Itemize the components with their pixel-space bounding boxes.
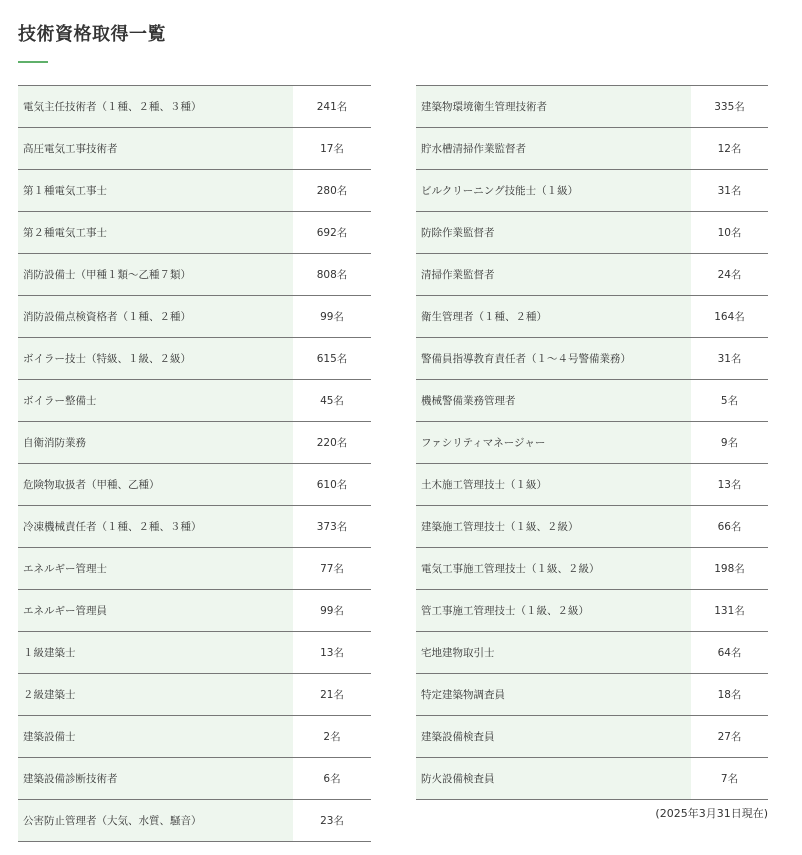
table-row <box>18 128 371 170</box>
holder-count: 24名 <box>691 254 768 296</box>
qualification-name: 第１種電気工事士 <box>18 170 293 212</box>
table-row <box>416 674 768 716</box>
table-row <box>18 548 371 590</box>
qualification-name: 機械警備業務管理者 <box>416 380 691 422</box>
table-row <box>416 422 768 464</box>
table-row <box>416 296 768 338</box>
qualification-name: 管工事施工管理技士（１級、２級） <box>416 590 691 632</box>
table-row <box>18 758 371 800</box>
qualification-name: 建築設備診断技術者 <box>18 758 293 800</box>
table-row <box>416 128 768 170</box>
qualification-name: 冷凍機械責任者（１種、２種、３種） <box>18 506 293 548</box>
holder-count: 692名 <box>293 212 371 254</box>
table-row <box>416 632 768 674</box>
qualification-name: 清掃作業監督者 <box>416 254 691 296</box>
qualification-name: 公害防止管理者（大気、水質、騒音） <box>18 800 293 842</box>
holder-count: 66名 <box>691 506 768 548</box>
table-row <box>18 632 371 674</box>
table-row <box>18 254 371 296</box>
as-of-date-note: (2025年3月31日現在) <box>655 807 768 820</box>
qualification-name: ボイラー技士（特級、１級、２級） <box>18 338 293 380</box>
holder-count: 23名 <box>293 800 371 842</box>
holder-count: 13名 <box>691 464 768 506</box>
holder-count: 2名 <box>293 716 371 758</box>
holder-count: 99名 <box>293 296 371 338</box>
holder-count: 31名 <box>691 170 768 212</box>
qualification-name: ビルクリーニング技能士（１級） <box>416 170 691 212</box>
qualification-name: 衛生管理者（１種、２種） <box>416 296 691 338</box>
qualification-name: 建築設備士 <box>18 716 293 758</box>
table-row <box>416 338 768 380</box>
qualification-name: 建築施工管理技士（１級、２級） <box>416 506 691 548</box>
holder-count: 131名 <box>691 590 768 632</box>
holder-count: 6名 <box>293 758 371 800</box>
holder-count: 220名 <box>293 422 371 464</box>
table-row <box>18 338 371 380</box>
qualification-name: 警備員指導教育責任者（１〜４号警備業務） <box>416 338 691 380</box>
qualification-name: 特定建築物調査員 <box>416 674 691 716</box>
holder-count: 99名 <box>293 590 371 632</box>
holder-count: 18名 <box>691 674 768 716</box>
table-row <box>416 716 768 758</box>
qualification-name: 土木施工管理技士（１級） <box>416 464 691 506</box>
holder-count: 808名 <box>293 254 371 296</box>
holder-count: 21名 <box>293 674 371 716</box>
holder-count: 77名 <box>293 548 371 590</box>
qualification-name: 自衛消防業務 <box>18 422 293 464</box>
holder-count: 280名 <box>293 170 371 212</box>
table-row <box>416 86 768 128</box>
qualification-name: １級建築士 <box>18 632 293 674</box>
table-row <box>18 86 371 128</box>
holder-count: 31名 <box>691 338 768 380</box>
table-row <box>18 674 371 716</box>
table-row <box>18 296 371 338</box>
qualification-name: 危険物取扱者（甲種、乙種） <box>18 464 293 506</box>
qualifications-table-right <box>416 85 768 800</box>
qualification-name: 消防設備士（甲種１類〜乙種７類） <box>18 254 293 296</box>
holder-count: 198名 <box>691 548 768 590</box>
qualifications-table-left <box>18 85 371 842</box>
qualification-name: 電気主任技術者（１種、２種、３種） <box>18 86 293 128</box>
table-row <box>18 380 371 422</box>
table-row <box>416 590 768 632</box>
holder-count: 27名 <box>691 716 768 758</box>
holder-count: 241名 <box>293 86 371 128</box>
table-row <box>416 548 768 590</box>
holder-count: 17名 <box>293 128 371 170</box>
qualification-name: ２級建築士 <box>18 674 293 716</box>
table-row <box>18 590 371 632</box>
holder-count: 615名 <box>293 338 371 380</box>
table-row <box>18 800 371 842</box>
qualification-name: 防除作業監督者 <box>416 212 691 254</box>
qualification-name: 消防設備点検資格者（１種、２種） <box>18 296 293 338</box>
qualification-name: 第２種電気工事士 <box>18 212 293 254</box>
table-row <box>18 212 371 254</box>
table-row <box>416 758 768 800</box>
holder-count: 10名 <box>691 212 768 254</box>
holder-count: 335名 <box>691 86 768 128</box>
qualification-name: 建築設備検査員 <box>416 716 691 758</box>
holder-count: 7名 <box>691 758 768 800</box>
page-title: 技術資格取得一覧 <box>18 24 166 45</box>
holder-count: 164名 <box>691 296 768 338</box>
table-row <box>18 506 371 548</box>
table-row <box>416 506 768 548</box>
table-row <box>416 380 768 422</box>
qualification-name: ボイラー整備士 <box>18 380 293 422</box>
table-row <box>18 716 371 758</box>
qualification-name: 宅地建物取引士 <box>416 632 691 674</box>
qualification-name: 防火設備検査員 <box>416 758 691 800</box>
qualification-name: 貯水槽清掃作業監督者 <box>416 128 691 170</box>
table-row <box>416 254 768 296</box>
qualification-name: 建築物環境衛生管理技術者 <box>416 86 691 128</box>
qualification-name: エネルギー管理員 <box>18 590 293 632</box>
qualification-name: エネルギー管理士 <box>18 548 293 590</box>
table-row <box>416 170 768 212</box>
table-row <box>416 212 768 254</box>
holder-count: 373名 <box>293 506 371 548</box>
holder-count: 13名 <box>293 632 371 674</box>
table-row <box>416 464 768 506</box>
table-row <box>18 464 371 506</box>
qualification-name: ファシリティマネージャー <box>416 422 691 464</box>
table-row <box>18 170 371 212</box>
holder-count: 5名 <box>691 380 768 422</box>
holder-count: 45名 <box>293 380 371 422</box>
holder-count: 9名 <box>691 422 768 464</box>
holder-count: 610名 <box>293 464 371 506</box>
qualification-name: 高圧電気工事技術者 <box>18 128 293 170</box>
title-underline <box>18 61 48 63</box>
holder-count: 12名 <box>691 128 768 170</box>
qualification-name: 電気工事施工管理技士（１級、２級） <box>416 548 691 590</box>
table-row <box>18 422 371 464</box>
holder-count: 64名 <box>691 632 768 674</box>
